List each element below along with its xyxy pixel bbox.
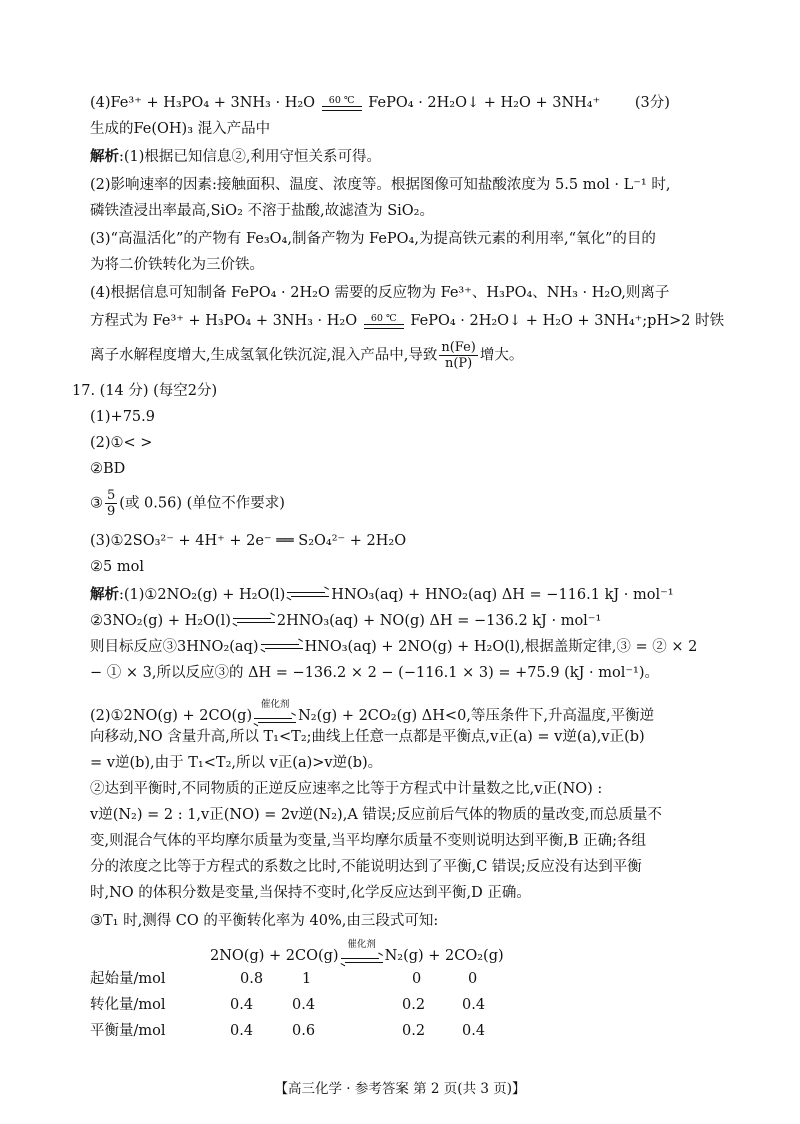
answer-fraction — [105, 488, 117, 519]
fraction-line — [90, 340, 523, 371]
answer-1: (1)+75.9 — [90, 409, 155, 425]
analysis-eq-1 — [90, 584, 674, 606]
text-line: ②达到平衡时,不同物质的正逆反应速率之比等于方程式中计量数之比,v正(NO) : — [90, 781, 603, 797]
denominator: n(P) — [444, 356, 473, 371]
text-line: 生成的Fe(OH)₃ 混入产品中 — [90, 121, 271, 137]
score-note: (3分) — [634, 95, 670, 111]
eq-left: 方程式为 Fe³⁺ + H₃PO₄ + 3NH₃ · H₂O — [90, 313, 358, 329]
text: HNO₃(aq) + 2NO(g) + H₂O(l),根据盖斯定律,③ = ② × 2 — [304, 639, 698, 655]
text: 离子水解程度增大,生成氢氧化铁沉淀,混入产品中,导致 — [90, 347, 438, 364]
text: 2NO(g) + 2CO(g) — [210, 948, 339, 964]
condition-arrow — [322, 95, 362, 111]
text-line: 变,则混合气体的平均摩尔质量为变量,当平均摩尔质量不变则说明达到平衡,B 正确;各组 — [90, 833, 646, 849]
analysis-label: 解析 — [90, 148, 119, 165]
eq-left: (4)Fe³⁺ + H₃PO₄ + 3NH₃ · H₂O — [90, 95, 316, 111]
answer-2-2: ②BD — [90, 461, 126, 477]
row-label: 转化量/mol — [90, 997, 166, 1013]
cell: 0.4 — [230, 997, 254, 1013]
row-label: 平衡量/mol — [90, 1023, 166, 1039]
cell: 0.8 — [240, 971, 264, 987]
cell: 0.2 — [402, 1023, 426, 1039]
text-line: − ① × 3,所以反应③的 ΔH = −136.2 × 2 − (−116.1 × 3) = +75.9 (kJ · mol⁻¹)。 — [90, 665, 659, 681]
text-line: (3)“高温活化”的产物有 Fe₃O₄,制备产物为 FePO₄,为提高铁元素的利用率,“氧化”的目的 — [90, 231, 656, 247]
cell: 0.6 — [292, 1023, 316, 1039]
cell: 0.4 — [462, 997, 486, 1013]
text: ③ — [90, 495, 103, 512]
answer-3-1: (3)①2SO₃²⁻ + 4H⁺ + 2e⁻ ══ S₂O₄²⁻ + 2H₂O — [90, 533, 407, 549]
arrow-condition: 催化剂 — [260, 699, 290, 710]
numerator: n(Fe) — [441, 340, 476, 355]
text: N₂(g) + 2CO₂(g) ΔH<0,等压条件下,升高温度,平衡逆 — [298, 708, 655, 724]
text-line: = v逆(b),由于 T₁<T₂,所以 v正(a)>v逆(b)。 — [90, 755, 383, 771]
cell: 1 — [302, 971, 312, 987]
line-equation-4 — [90, 92, 670, 114]
ionic-equation-line — [90, 310, 724, 332]
arrow-condition: 60 ℃ — [370, 313, 397, 324]
condition-arrow — [364, 313, 404, 329]
analysis-line-1 — [90, 146, 381, 168]
text-line: 分的浓度之比等于方程式的系数之比时,不能说明达到了平衡,C 错误;反应没有达到平衡 — [90, 859, 642, 875]
text-line: (4)根据信息可知制备 FePO₄ · 2H₂O 需要的反应物为 Fe³⁺、H₃PO₄、NH₃ · H₂O,则离子 — [90, 285, 670, 301]
denominator: 9 — [107, 504, 116, 519]
analysis-eq-2 — [90, 610, 601, 632]
arrow-condition: 催化剂 — [347, 939, 376, 950]
text: HNO₃(aq) + HNO₂(aq) ΔH = −116.1 kJ · mol⁻¹ — [331, 587, 674, 603]
text: 增大。 — [479, 347, 524, 364]
arrow-condition: 60 ℃ — [328, 95, 355, 106]
question-17-header: 17. (14 分) (每空2分) — [72, 383, 218, 399]
reversible-arrow — [233, 617, 275, 625]
page-footer: 【高三化学 · 参考答案 第 2 页(共 3 页)】 — [274, 1081, 526, 1097]
text-line: 为将二价铁转化为三价铁。 — [90, 257, 264, 273]
text: (或 0.56) (单位不作要求) — [119, 495, 285, 512]
answer-2-3 — [90, 488, 285, 519]
text-line: 磷铁渣浸出率最高,SiO₂ 不溶于盐酸,故滤渣为 SiO₂。 — [90, 203, 434, 219]
answer-2-1: (2)①< > — [90, 435, 153, 451]
text: 2HNO₃(aq) + NO(g) ΔH = −136.2 kJ · mol⁻¹ — [276, 613, 602, 629]
text: :(1)根据已知信息②,利用守恒关系可得。 — [119, 149, 382, 165]
text-line: v逆(N₂) = 2 : 1,v正(NO) = 2v逆(N₂),A 错误;反应前后气体的物质的量改变,而总质量不 — [90, 807, 662, 823]
cell: 0 — [412, 971, 422, 987]
text: 则目标反应③3HNO₂(aq) — [90, 639, 259, 655]
text: N₂(g) + 2CO₂(g) — [384, 948, 504, 964]
answer-3-2: ②5 mol — [90, 559, 144, 575]
text-line: (2)影响速率的因素:接触面积、温度、浓度等。根据图像可知盐酸浓度为 5.5 mol · L⁻¹ 时, — [90, 177, 671, 193]
eq-right: FePO₄ · 2H₂O↓ + H₂O + 3NH₄⁺ — [368, 95, 601, 111]
cell: 0.4 — [230, 1023, 254, 1039]
analysis-label: 解析 — [90, 586, 119, 603]
text-line: ③T₁ 时,测得 CO 的平衡转化率为 40%,由三段式可知: — [90, 913, 439, 929]
cell: 0.4 — [462, 1023, 486, 1039]
analysis-eq-3 — [90, 636, 697, 658]
row-label: 起始量/mol — [90, 971, 166, 987]
cell: 0.4 — [292, 997, 316, 1013]
eq-right: FePO₄ · 2H₂O↓ + H₂O + 3NH₄⁺;pH>2 时铁 — [410, 313, 725, 329]
text-line: 向移动,NO 含量升高,所以 T₁<T₂;曲线上任意一点都是平衡点,v正(a) = v逆(a),v正(b) — [90, 729, 645, 745]
numerator: 5 — [107, 488, 116, 503]
text: :(1)①2NO₂(g) + H₂O(l) — [119, 587, 286, 603]
reversible-arrow — [287, 591, 329, 599]
text: (2)①2NO(g) + 2CO(g) — [90, 708, 253, 724]
cell: 0.2 — [402, 997, 426, 1013]
catalyst-arrow — [339, 940, 385, 972]
reversible-arrow — [261, 643, 303, 651]
ratio-fraction — [439, 340, 478, 371]
cell: 0 — [468, 971, 478, 987]
text: ②3NO₂(g) + H₂O(l) — [90, 613, 231, 629]
text-line: 时,NO 的体积分数是变量,当保持不变时,化学反应达到平衡,D 正确。 — [90, 885, 531, 901]
